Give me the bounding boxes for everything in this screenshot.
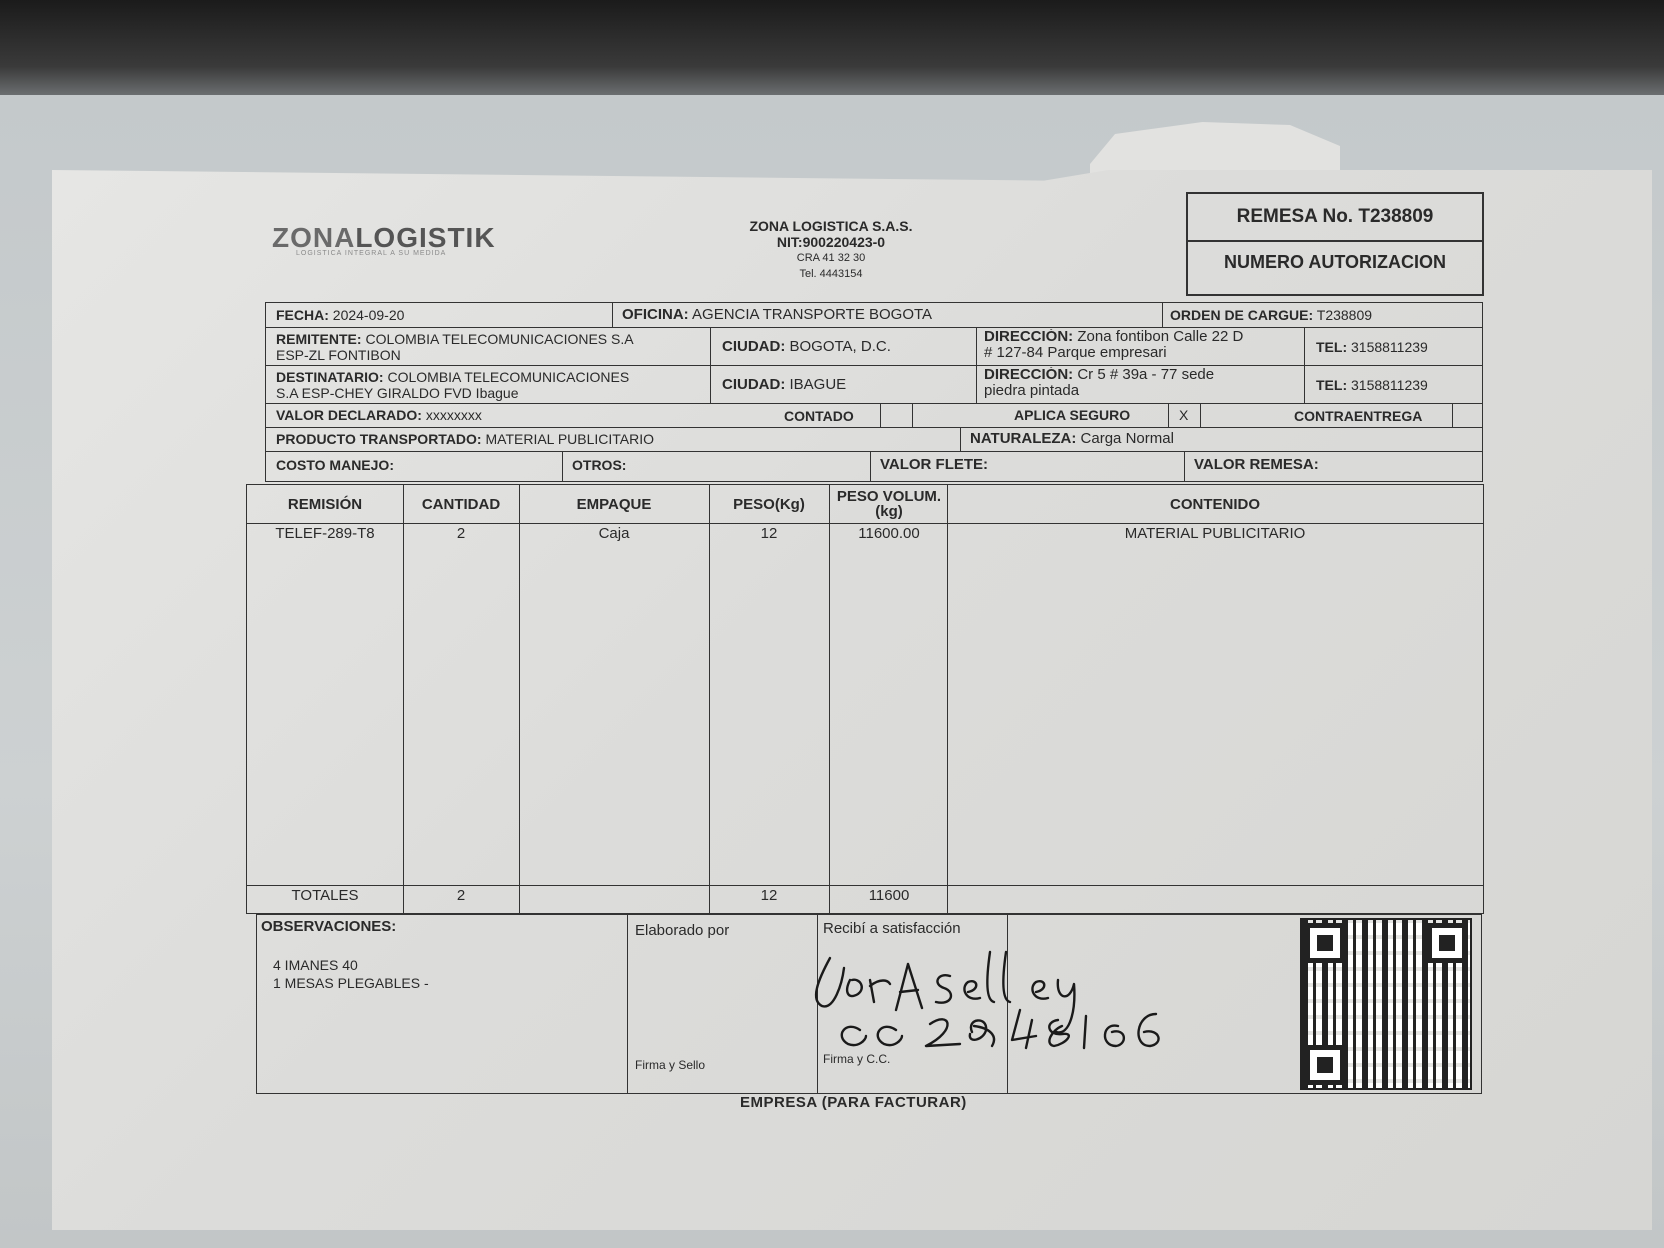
column-header-peso-volum: PESO VOLUM. (kg) <box>836 488 942 520</box>
row-peso: 12 <box>760 525 778 542</box>
qr-finder-bottom-left <box>1305 1045 1345 1085</box>
naturaleza-field: NATURALEZA: Carga Normal <box>970 431 1174 447</box>
ciudad-destino-value: IBAGUE <box>789 377 847 393</box>
column-header-empaque: EMPAQUE <box>576 495 652 513</box>
qr-finder-top-right <box>1427 923 1467 963</box>
company-nit: NIT:900220423-0 <box>776 234 886 250</box>
column-header-contenido: CONTENIDO <box>1170 495 1260 513</box>
company-logo: ZONALOGISTIK <box>272 222 496 253</box>
destinatario-field: DESTINATARIO: COLOMBIA TELECOMUNICACIONES S.A ESP-CHEY GIRALDO FVD Ibague <box>276 369 630 401</box>
elaborado-por-label: Elaborado por <box>635 923 730 939</box>
shipment-header-grid <box>265 302 1483 482</box>
remesa-box <box>1186 192 1484 296</box>
empresa-footer-label: EMPRESA (PARA FACTURAR) <box>740 1094 967 1111</box>
tel-origen-field: TEL: 3158811239 <box>1316 339 1428 355</box>
tel-destino-value: 3158811239 <box>1351 377 1428 393</box>
contado-label: CONTADO <box>784 408 854 424</box>
remesa-number: REMESA No. T238809 <box>1188 194 1482 242</box>
direccion-origen-line2: # 127-84 Parque empresari <box>984 344 1167 361</box>
tel-origen-value: 3158811239 <box>1351 339 1428 355</box>
qr-finder-top-left <box>1305 923 1345 963</box>
totals-label: TOTALES <box>291 887 359 904</box>
oficina-field: OFICINA: AGENCIA TRANSPORTE BOGOTA <box>622 307 933 323</box>
direccion-origen-field: DIRECCIÓN: Zona fontibon Calle 22 D # 127-84 Parque empresari <box>984 329 1244 361</box>
row-contenido: MATERIAL PUBLICITARIO <box>1124 525 1306 542</box>
ciudad-origen-value: BOGOTA, D.C. <box>789 339 891 355</box>
total-peso-volum: 11600 <box>868 887 910 904</box>
company-address: CRA 41 32 30 <box>796 252 866 264</box>
direccion-destino-field: DIRECCIÓN: Cr 5 # 39a - 77 sede piedra pintada <box>984 367 1215 399</box>
remitente-line1: COLOMBIA TELECOMUNICACIONES S.A <box>365 331 634 347</box>
items-table <box>246 484 1484 914</box>
recibi-label: Recibí a satisfacción <box>823 921 961 937</box>
column-header-peso: PESO(Kg) <box>733 495 805 513</box>
company-phone: Tel. 4443154 <box>799 268 863 280</box>
qr-code <box>1300 918 1472 1090</box>
producto-field: PRODUCTO TRANSPORTADO: MATERIAL PUBLICITARIO <box>276 431 655 447</box>
aplica-seguro-label: APLICA SEGURO <box>1014 407 1131 423</box>
company-info <box>716 218 946 282</box>
row-cantidad: 2 <box>456 525 466 542</box>
costo-manejo-label: COSTO MANEJO: <box>276 457 394 473</box>
row-empaque: Caja <box>598 525 630 542</box>
row-remision: TELEF-289-T8 <box>275 525 375 542</box>
background-dark-band <box>0 0 1664 95</box>
tel-destino-field: TEL: 3158811239 <box>1316 377 1428 393</box>
contraentrega-label: CONTRAENTREGA <box>1294 408 1423 424</box>
valor-declarado-value: xxxxxxxx <box>425 407 482 423</box>
naturaleza-value: Carga Normal <box>1080 431 1174 447</box>
destinatario-line2: S.A ESP-CHEY GIRALDO FVD Ibague <box>276 385 519 401</box>
ciudad-destino-field: CIUDAD: IBAGUE <box>722 377 847 393</box>
valor-remesa-label: VALOR REMESA: <box>1194 457 1319 473</box>
direccion-destino-line2: piedra pintada <box>984 382 1080 399</box>
total-peso: 12 <box>760 887 778 904</box>
authorization-number-label: NUMERO AUTORIZACION <box>1224 252 1446 272</box>
column-header-remision: REMISIÓN <box>287 495 363 513</box>
observacion-1: 4 IMANES 40 <box>273 957 358 973</box>
orden-cargue-field: ORDEN DE CARGUE: T238809 <box>1170 307 1373 323</box>
otros-label: OTROS: <box>572 457 627 473</box>
logo-tagline: LOGISTICA INTEGRAL A SU MEDIDA <box>296 250 447 257</box>
firma-sello-label: Firma y Sello <box>635 1058 706 1072</box>
column-header-cantidad: CANTIDAD <box>421 495 501 513</box>
oficina-value: AGENCIA TRANSPORTE BOGOTA <box>692 307 933 323</box>
fecha-value: 2024-09-20 <box>332 307 405 323</box>
orden-cargue-value: T238809 <box>1316 307 1373 323</box>
company-name: ZONA LOGISTICA S.A.S. <box>749 218 913 234</box>
fecha-field: FECHA: 2024-09-20 <box>276 307 405 323</box>
row-peso-volum: 11600.00 <box>858 525 920 542</box>
observaciones-label: OBSERVACIONES: <box>261 919 397 935</box>
producto-value: MATERIAL PUBLICITARIO <box>485 431 655 447</box>
observacion-2: 1 MESAS PLEGABLES - <box>273 975 429 991</box>
destinatario-line1: COLOMBIA TELECOMUNICACIONES <box>387 369 630 385</box>
remitente-field: REMITENTE: COLOMBIA TELECOMUNICACIONES S.A ESP-ZL FONTIBON <box>276 331 634 363</box>
remitente-line2: ESP-ZL FONTIBON <box>276 347 401 363</box>
handwritten-signature <box>800 940 1170 1050</box>
firma-cc-label: Firma y C.C. <box>823 1052 891 1066</box>
valor-declarado-field: VALOR DECLARADO: xxxxxxxx <box>276 407 482 423</box>
valor-flete-label: VALOR FLETE: <box>880 457 989 473</box>
ciudad-origen-field: CIUDAD: BOGOTA, D.C. <box>722 339 891 355</box>
total-cantidad: 2 <box>456 887 466 904</box>
aplica-seguro-mark: X <box>1179 407 1189 423</box>
